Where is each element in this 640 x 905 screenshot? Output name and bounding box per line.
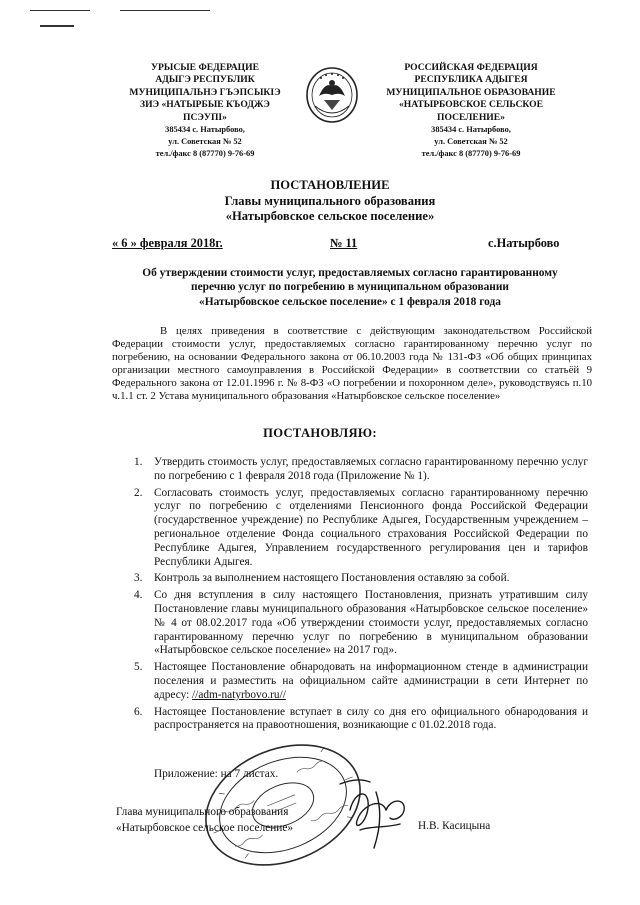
list-item [118, 706, 588, 734]
header-left-phone: тел./факс 8 (87770) 9-76-69 [155, 148, 255, 158]
item-text: Утвердить стоимость услуг, предоставляемых согласно гарантированному перечню услуг по погребению с 1 февраля 2018 года (Приложение № 1). [154, 456, 588, 482]
issuer-line: Главы муниципального образования [224, 194, 436, 208]
scan-line [120, 10, 210, 11]
decree-items-list [118, 456, 588, 736]
subject-line: «Натырбовское сельское поселение» с 1 февраля 2018 года [199, 295, 501, 308]
position-line: «Натырбовское сельское поселение» [116, 822, 293, 834]
item-text: Согласовать стоимость услуг, предоставляемых согласно гарантированному перечню услуг по погребению с отделениями Пенсионного фонда Российской Федерации (государственное учреждение) по Республике Адыгея, Государственным учреждением – региональное отделение Фонда социального страхования Российской Федерации по Республике Адыгея, Управлением государственного регулирования цен и тарифов Республики Адыгея. [154, 486, 588, 568]
attachment-note: Приложение: на 7 листах. [154, 768, 279, 780]
item-text: Со дня вступления в силу настоящего Постановления, признать утратившим силу Постановление главы муниципального образования «Натырбовское сельское поселение» № 4 от 08.02.2017 года «Об утверждении стоимости услуг, предоставляемых согласно гарантированному перечню услуг по погребению в муниципальном образовании «Натырбовское сельское поселение» на 2017 год». [154, 589, 588, 657]
list-item [118, 456, 588, 484]
list-item [118, 572, 588, 586]
subject-line: перечню услуг по погребению в муниципальном образовании [191, 281, 509, 294]
header-right-line: РОССИЙСКАЯ ФЕДЕРАЦИЯ [404, 62, 538, 73]
position-line: Глава муниципального образования [116, 806, 289, 818]
header-left-line: УРЫСЫЕ ФЕДЕРАЦИЕ [151, 62, 259, 73]
coat-of-arms-icon [305, 66, 359, 124]
header-left [120, 62, 290, 159]
list-item [118, 661, 588, 702]
header-right-line: ПОСЕЛЕНИЕ» [437, 111, 505, 123]
header-right-line: «НАТЫРБОВСКОЕ СЕЛЬСКОЕ [398, 99, 544, 111]
header-left-line: ЗИЭ «НАТЫРБЫЕ КЪОДЖЭ [140, 99, 270, 111]
item-number: 6. [134, 705, 143, 718]
header-right-phone: тел./факс 8 (87770) 9-76-69 [421, 148, 521, 158]
scan-line [40, 25, 74, 27]
header-left-line: АДЫГЭ РЕСПУБЛИК [155, 74, 255, 86]
handwritten-signature-icon [330, 770, 420, 860]
document-place: с.Натырбово [488, 236, 560, 250]
item-number: 5. [134, 661, 143, 674]
document-type-title: ПОСТАНОВЛЕНИЕ [270, 178, 390, 192]
header-left-street: ул. Советская № 52 [168, 136, 242, 146]
scan-line [30, 10, 90, 11]
issuer-name-line: «Натырбовское сельское поселение» [225, 209, 435, 223]
item-text: Настоящее Постановление обнародовать на информационном стенде в администрации поселения и разместить на официальном сайте администрации в сети Интернет по адресу: [154, 661, 588, 701]
header-right-address: 385434 с. Натырбово, [431, 125, 511, 135]
header-left-line: ПСЭУПI» [183, 111, 227, 123]
list-item [118, 589, 588, 658]
subject-line: Об утверждении стоимости услуг, предоставляемых согласно гарантированному [142, 267, 558, 279]
signatory-position [116, 804, 293, 836]
website-link[interactable]: //adm-natyrbovo.ru// [192, 688, 286, 701]
preamble-paragraph: В целях приведения в соответствие с действующим законодательством Российской Федерации стоимости услуг, предоставляемых согласно гарантированному перечню услуг по погребению, на основании Федерального закона от 06.10.2003 года № 131-ФЗ «Об общих принципах организации местного самоуправления в Российской Федерации» в соответствии со статьёй 9 Федерального закона от 12.01.1996 г. № 8-ФЗ «О погребении и похоронном деле», руководствуясь п.10 ч.1.1 ст. 2 Устава муниципального образования «Натырбовское сельское поселение» [112, 325, 592, 402]
document-date: « 6 » февраля 2018г. [112, 236, 223, 250]
header-left-address: 385434 с. Натырбово, [165, 125, 245, 135]
item-text: Настоящее Постановление вступает в силу со дня его официального обнародования и распространяется на правоотношения, возникающие с 01.02.2018 года. [154, 705, 588, 732]
header-right [372, 62, 570, 159]
signatory-name: Н.В. Касицына [418, 820, 491, 832]
item-number: 3. [134, 572, 143, 585]
header-right-line: МУНИЦИПАЛЬНОЕ ОБРАЗОВАНИЕ [386, 86, 556, 98]
decree-heading: ПОСТАНОВЛЯЮ: [263, 426, 377, 440]
header-left-line: МУНИЦИПАЛЬНЭ ГЪЭПСЫКIЭ [129, 86, 281, 98]
list-item [118, 487, 588, 570]
item-number: 1. [134, 456, 143, 468]
item-text: Контроль за выполнением настоящего Постановления оставляю за собой. [154, 572, 510, 585]
item-number: 4. [134, 589, 143, 602]
item-number: 2. [134, 486, 143, 499]
header-right-street: ул. Советская № 52 [434, 136, 508, 146]
document-subject [112, 266, 588, 309]
header-right-line: РЕСПУБЛИКА АДЫГЕЯ [414, 74, 528, 86]
document-number: № 11 [330, 236, 358, 250]
